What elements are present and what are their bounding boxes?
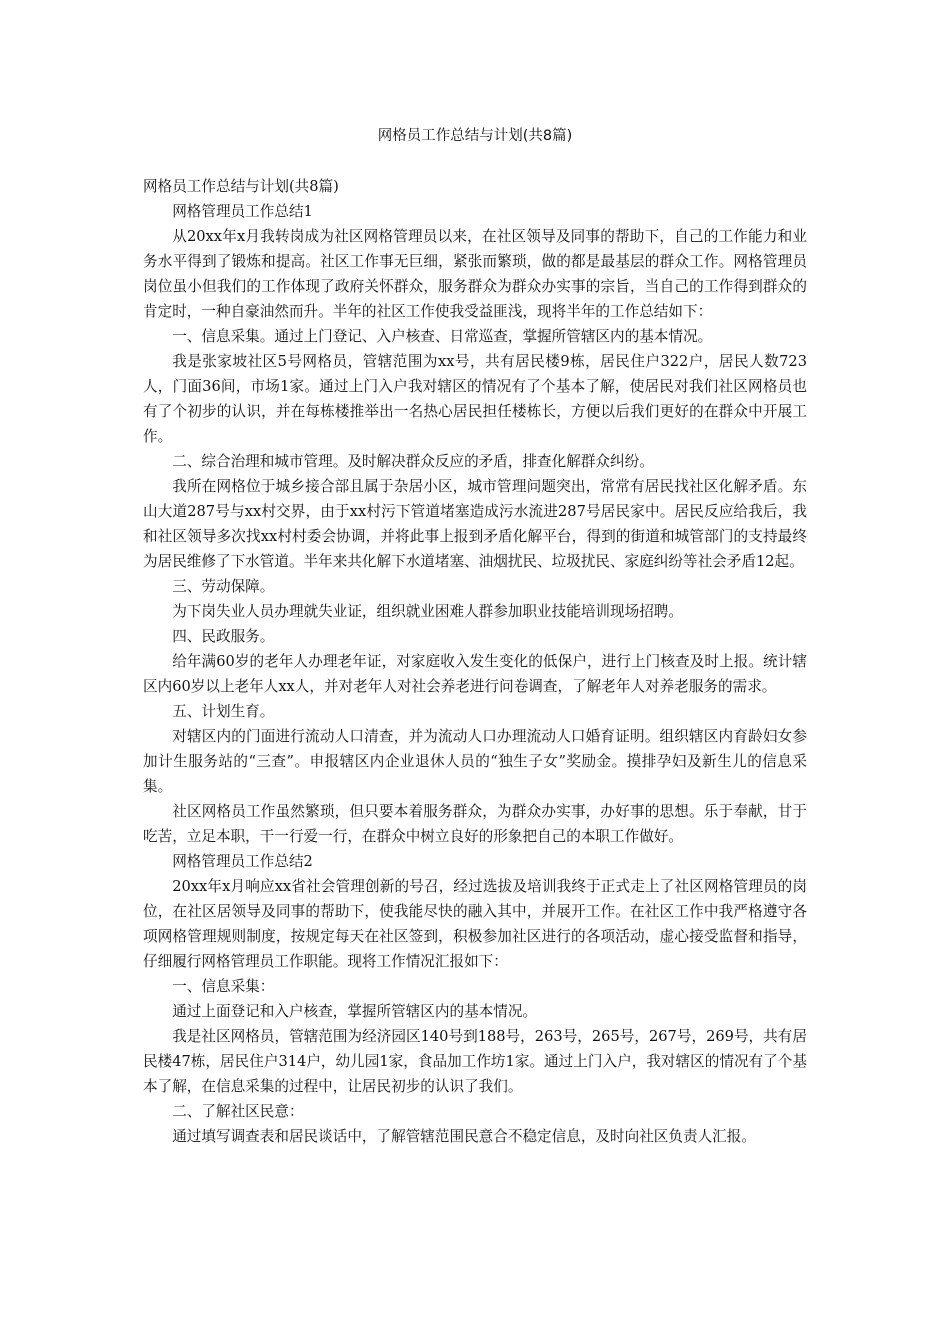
subheading-civil-affairs: 四、民政服务。 xyxy=(172,628,275,645)
subheading-labor: 三、劳动保障。 xyxy=(172,578,275,595)
paragraph: 对辖区内的门面进行流动人口清查，并为流动人口办理流动人口婚育证明。组织辖区内育龄妇女参加计生服务站的“三查”。申报辖区内企业退休人员的“独生子女”奖励金。摸排孕妇及新生儿的信息采集。 xyxy=(143,728,807,795)
subheading-info-collection: 一、信息采集。通过上门登记、入户核查、日常巡查，掌握所管辖区内的基本情况。 xyxy=(172,328,713,345)
section-heading-summary-1: 网格管理员工作总结1 xyxy=(172,203,313,220)
paragraph: 通过上面登记和入户核查，掌握所管辖区内的基本情况。 xyxy=(172,1003,538,1020)
paragraph: 我是张家坡社区5号网格员，管辖范围为xx号，共有居民楼9栋，居民住户322户，居民人数723人，门面36间，市场1家。通过上门入户我对辖区的情况有了个基本了解，使居民对我们社区网格员也有了个初步的认识，并在每栋楼推举出一名热心居民担任楼栋长，方便以后我们更好的在群众中开展工作。 xyxy=(143,353,807,445)
paragraph: 20xx年x月响应xx省社会管理创新的号召，经过选拔及培训我终于正式走上了社区网格管理员的岗位，在社区居领导及同事的帮助下，使我能尽快的融入其中，并展开工作。在社区工作中我严格遵守各项网格管理规则制度，按规定每天在社区签到，积极参加社区进行的各项活动，虚心接受监督和指导，仔细履行网格管理员工作职能。现将工作情况汇报如下： xyxy=(143,878,807,970)
document-body xyxy=(143,174,807,1149)
subheading-governance: 二、综合治理和城市管理。及时解决群众反应的矛盾，排查化解群众纠纷。 xyxy=(172,453,654,470)
paragraph: 为下岗失业人员办理就失业证，组织就业困难人群参加职业技能培训现场招聘。 xyxy=(172,603,683,620)
subheading-public-opinion: 二、了解社区民意： xyxy=(172,1103,304,1120)
paragraph: 从20xx年x月我转岗成为社区网格管理员以来，在社区领导及同事的帮助下，自己的工作能力和业务水平得到了锻炼和提高。社区工作事无巨细，紧张而繁琐，做的都是最基层的群众工作。网格管理员岗位虽小但我们的工作体现了政府关怀群众，服务群众为群众办实事的宗旨，当自己的工作得到群众的肯定时，一种自豪油然而升。半年的社区工作使我受益匪浅，现将半年的工作总结如下： xyxy=(143,228,807,320)
document-title: 网格员工作总结与计划(共8篇) xyxy=(377,128,573,144)
paragraph: 给年满60岁的老年人办理老年证，对家庭收入发生变化的低保户，进行上门核查及时上报。统计辖区内60岁以上老年人xx人，并对老年人对社会养老进行问卷调查，了解老年人对养老服务的需求。 xyxy=(143,653,807,695)
paragraph: 社区网格员工作虽然繁琐，但只要本着服务群众，为群众办实事，办好事的思想。乐于奉献，甘于吃苦，立足本职，干一行爱一行，在群众中树立良好的形象把自己的本职工作做好。 xyxy=(143,803,807,845)
section-heading-summary-2: 网格管理员工作总结2 xyxy=(172,853,313,870)
paragraph: 我是社区网格员，管辖范围为经济园区140号到188号，263号，265号，267号，269号，共有居民楼47栋，居民住户314户，幼儿园1家，食品加工作坊1家。通过上门入户，我对辖区的情况有了个基本了解，在信息采集的过程中，让居民初步的认识了我们。 xyxy=(143,1028,807,1095)
subheading-family-planning: 五、计划生育。 xyxy=(172,703,275,720)
paragraph: 我所在网格位于城乡接合部且属于杂居小区，城市管理问题突出，常常有居民找社区化解矛盾。东山大道287号与xx村交界，由于xx村污下管道堵塞造成污水流进287号居民家中。居民反应给我后，我和社区领导多次找xx村村委会协调，并将此事上报到矛盾化解平台，得到的街道和城管部门的支持最终为居民维修了下水管道。半年来共化解下水道堵塞、油烟扰民、垃圾扰民、家庭纠纷等社会矛盾12起。 xyxy=(143,478,807,570)
paragraph: 通过填写调查表和居民谈话中，了解管辖范围民意合不稳定信息，及时向社区负责人汇报。 xyxy=(172,1128,756,1145)
subheading-info-collection-2: 一、信息采集： xyxy=(172,978,275,995)
paragraph-subtitle: 网格员工作总结与计划(共8篇) xyxy=(143,178,339,195)
